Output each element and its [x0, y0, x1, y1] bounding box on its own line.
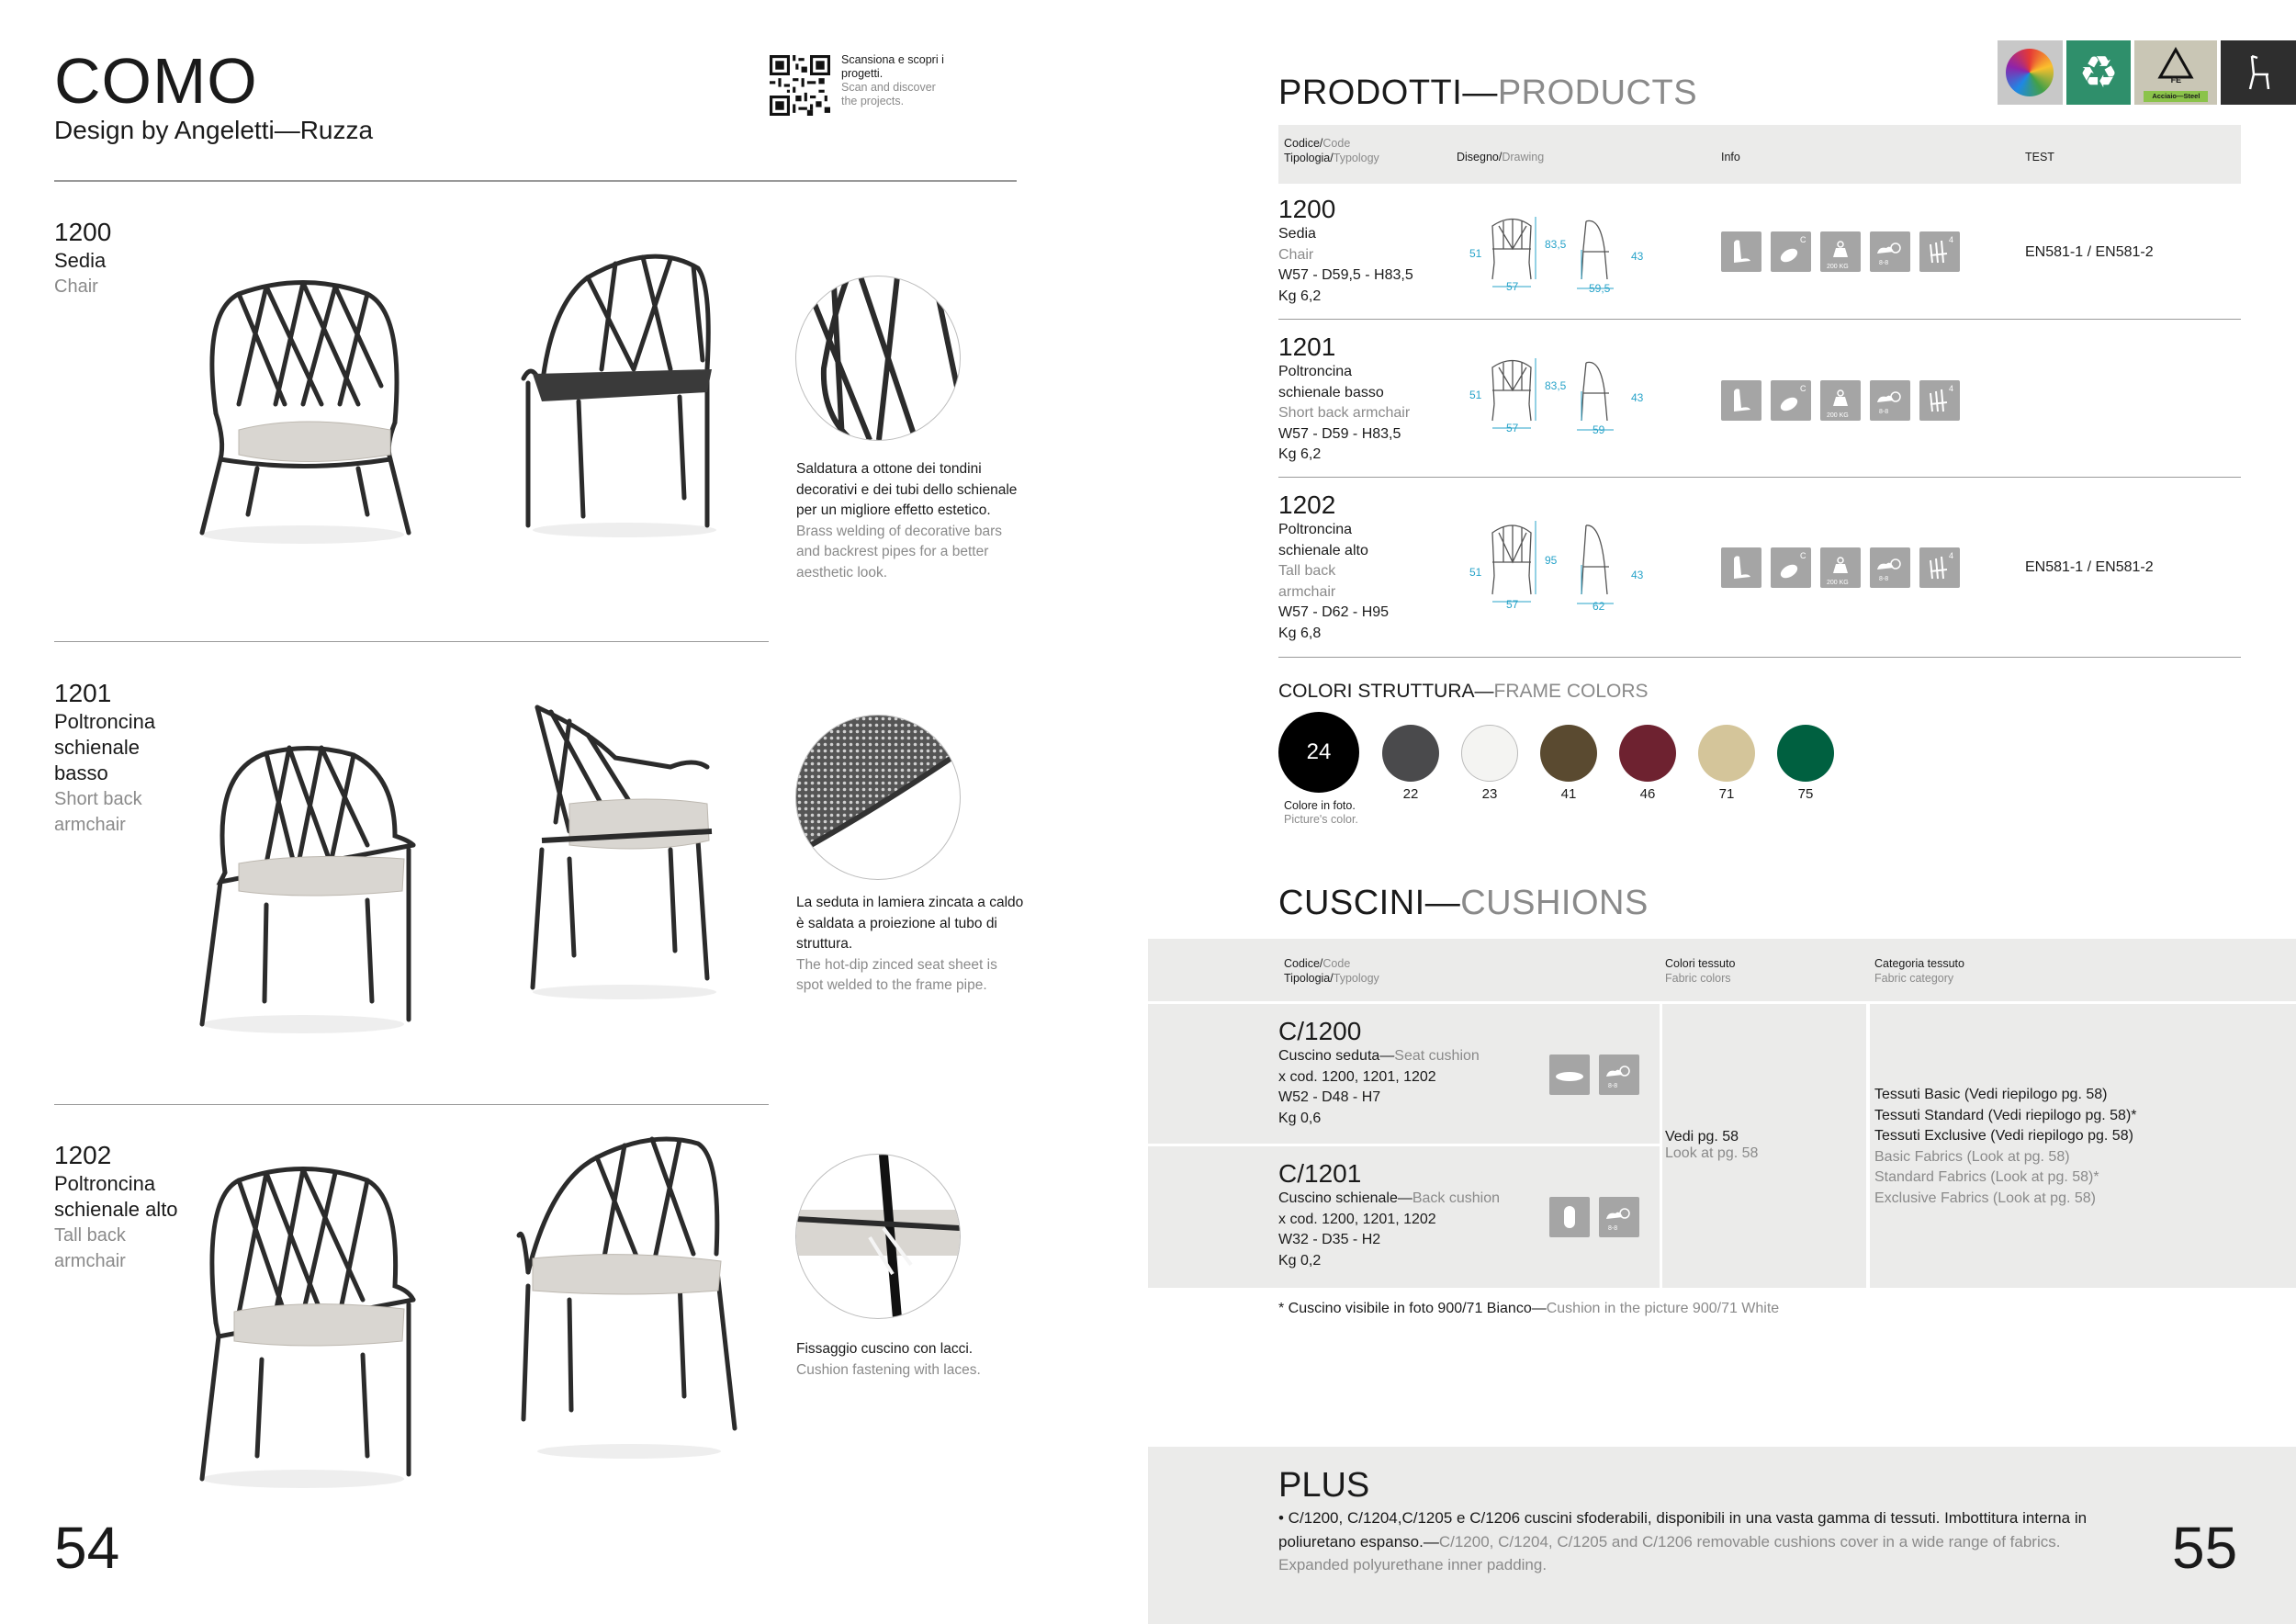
dim-arm: 43 [1631, 250, 1644, 263]
swatch-75[interactable] [1777, 725, 1834, 782]
product-code: 1200 [54, 218, 112, 246]
product-name-en: Chair [54, 276, 98, 297]
plus-text-it: • C/1200, C/1204,C/1205 e C/1206 cuscini sfoderabili, disponibili in una vasta gamma di tessuti. Imbottitura interna in poliuretano espanso.— [1278, 1509, 2088, 1551]
cushion-footnote [1278, 1301, 1779, 1317]
header-code-it: Codice/ [1284, 957, 1323, 970]
products-title-en: PRODUCTS [1497, 73, 1698, 112]
icon-text: 4 [1949, 384, 1954, 393]
divider [1278, 477, 2241, 478]
product-name: Sedia [54, 249, 107, 272]
drawing-1202 [1462, 516, 1673, 617]
stackable-icon [1919, 231, 1960, 272]
collection-title: COMO [54, 45, 258, 117]
footnote-it: * Cuscino visibile in foto 900/71 Bianco— [1278, 1301, 1547, 1316]
icon-text: 200 KG [1827, 580, 1849, 586]
swatch-label-46: 46 [1639, 786, 1656, 802]
row-weight: Kg 6,2 [1278, 288, 1322, 304]
weather-resistant-icon [1599, 1054, 1639, 1095]
cushion-name-it: Cuscino seduta— [1278, 1048, 1395, 1064]
row-name-en-line: Tall back [1278, 563, 1336, 579]
chair-front-photo-1201 [184, 744, 422, 1043]
divider [54, 641, 769, 642]
dim-arm: 43 [1631, 569, 1644, 581]
divider [1278, 319, 2241, 320]
icon-text: C [1800, 235, 1806, 244]
plus-text [1278, 1506, 2114, 1577]
product-name-line: Poltroncina [54, 710, 156, 733]
row-code: 1200 [1278, 195, 1336, 223]
note-it: Saldatura a ottone dei tondini decorativi e dei tubi dello schienale per un migliore effetto estetico. [796, 461, 1018, 518]
divider [1278, 657, 2241, 658]
page-number-right: 55 [2172, 1515, 2238, 1581]
load-capacity-icon [1820, 547, 1861, 588]
row-name-en-line: Short back armchair [1278, 405, 1411, 421]
header-code-en: Code [1322, 957, 1351, 970]
cushion-weight: Kg 0,6 [1278, 1110, 1322, 1126]
color-wheel-icon [1998, 40, 2063, 105]
icon-text: 8-8 [1879, 576, 1889, 582]
chair-front-photo-1202 [184, 1162, 422, 1497]
products-table-header [1278, 125, 2241, 184]
header-colors-en: Fabric colors [1665, 972, 1731, 985]
drawing-1200 [1462, 208, 1673, 296]
products-title-it: PRODOTTI [1278, 73, 1463, 112]
dim-seat: 51 [1469, 566, 1482, 579]
weather-resistant-icon [1870, 231, 1910, 272]
swatch-label-22: 22 [1402, 786, 1419, 802]
note-en: The hot-dip zinced seat sheet is spot welded to the frame pipe. [796, 956, 997, 993]
swatch-71[interactable] [1698, 725, 1755, 782]
title-sep: — [1474, 681, 1494, 702]
frame-colors-title [1278, 681, 1649, 703]
swatch-41[interactable] [1540, 725, 1597, 782]
drawing-1201 [1462, 349, 1673, 437]
load-capacity-icon [1820, 231, 1861, 272]
qr-caption-it: Scansiona e scopri i progetti. [841, 53, 944, 80]
cushion-weight: Kg 0,2 [1278, 1252, 1322, 1269]
swatch-label-75: 75 [1797, 786, 1814, 802]
detail-photo-mesh-seat [795, 715, 961, 880]
swatch-label-41: 41 [1560, 786, 1577, 802]
product-name-line: schienale alto [54, 1198, 178, 1221]
frame-colors-title-it: COLORI STRUTTURA [1278, 681, 1475, 702]
header-typology-en: Typology [1333, 152, 1379, 164]
note-en: Cushion fastening with laces. [796, 1361, 981, 1378]
header-typology-it: Tipologia/ [1284, 972, 1334, 985]
chair-front-photo-1200 [184, 276, 422, 551]
seat-icon [1721, 547, 1761, 588]
product-label-1202 [54, 1140, 178, 1274]
picture-color-en: Picture's color. [1284, 813, 1358, 826]
icon-text: C [1800, 384, 1806, 393]
product-label-1201 [54, 678, 155, 838]
weather-resistant-icon [1870, 547, 1910, 588]
cushion-code: C/1201 [1278, 1159, 1362, 1188]
title-sep: — [1462, 73, 1498, 112]
swatch-label-23: 23 [1481, 786, 1498, 802]
cushion-name-it: Cuscino schienale— [1278, 1190, 1412, 1206]
icon-text: 8-8 [1879, 409, 1889, 415]
cushion-code: C/1200 [1278, 1017, 1362, 1045]
note-it: Fissaggio cuscino con lacci. [796, 1341, 974, 1357]
header-category-it: Categoria tessuto [1874, 957, 1964, 970]
detail-photo-laces [795, 1154, 961, 1319]
cushion-name-en: Seat cushion [1394, 1048, 1480, 1064]
swatch-24[interactable] [1278, 712, 1359, 793]
chlorine-cleaning-icon [1771, 231, 1811, 272]
picture-color-it: Colore in foto. [1284, 799, 1356, 812]
dim-seat: 51 [1469, 247, 1482, 260]
dim-arm: 43 [1631, 391, 1644, 404]
swatch-23[interactable] [1461, 725, 1518, 782]
cushion-header-colors [1665, 956, 1735, 986]
product-note-1202 [796, 1339, 1024, 1381]
icon-text: 4 [1949, 551, 1954, 560]
dim-height: 83,5 [1545, 238, 1567, 251]
row-name-en-line: armchair [1278, 583, 1336, 600]
chair-back-photo-1202 [514, 1134, 744, 1465]
row-weight: Kg 6,2 [1278, 446, 1322, 462]
weather-resistant-icon [1599, 1197, 1639, 1237]
icon-text: C [1800, 551, 1806, 560]
icon-text: 8-8 [1608, 1083, 1618, 1089]
row-code: 1202 [1278, 491, 1336, 519]
row-name-line: Poltroncina [1278, 364, 1353, 379]
steel-code: FE [2170, 75, 2182, 85]
fabric-category-en: Basic Fabrics (Look at pg. 58) [1874, 1148, 2070, 1165]
chlorine-cleaning-icon [1771, 380, 1811, 421]
product-code: 1201 [54, 679, 112, 707]
fabric-category-en: Exclusive Fabrics (Look at pg. 58) [1874, 1190, 2096, 1206]
detail-photo-welding [795, 276, 961, 441]
header-typology-it: Tipologia/ [1284, 152, 1334, 164]
fabric-colors-en: Look at pg. 58 [1665, 1145, 1759, 1161]
icon-text: 200 KG [1827, 264, 1849, 270]
fabric-category-it: Tessuti Exclusive (Vedi riepilogo pg. 58) [1874, 1128, 2133, 1144]
cushions-title-it: CUSCINI [1278, 884, 1425, 922]
cushion-dimensions: W52 - D48 - H7 [1278, 1089, 1381, 1105]
plus-title: PLUS [1278, 1466, 1370, 1505]
row-code: 1201 [1278, 333, 1336, 361]
picture-color-note [1284, 799, 1358, 827]
dim-depth: 59 [1593, 423, 1605, 436]
cushion-for: x cod. 1200, 1201, 1202 [1278, 1068, 1436, 1085]
row-dimensions: W57 - D62 - H95 [1278, 604, 1390, 620]
table-row-1200 [1278, 195, 1413, 307]
icon-text: 4 [1949, 235, 1954, 244]
load-capacity-icon [1820, 380, 1861, 421]
cushion-row-c1200 [1278, 1017, 1480, 1129]
product-name-line: Poltroncina [54, 1172, 156, 1195]
cushions-title-en: CUSHIONS [1460, 884, 1649, 922]
header-code-en: Code [1322, 137, 1351, 150]
dim-width: 57 [1506, 422, 1519, 434]
chair-back-photo-1200 [514, 250, 735, 544]
product-name-en-line: Short back [54, 789, 142, 809]
swatch-label-71: 71 [1718, 786, 1735, 802]
fabric-colors-it: Vedi pg. 58 [1665, 1129, 1739, 1145]
product-code: 1202 [54, 1141, 112, 1169]
chair-icon [2221, 40, 2296, 105]
chair-back-photo-1201 [514, 703, 735, 1006]
header-drawing-it: Disegno/ [1457, 151, 1503, 164]
dim-width: 57 [1506, 598, 1519, 611]
header-drawing [1457, 150, 1544, 164]
header-colors-it: Colori tessuto [1665, 957, 1736, 970]
dim-width: 57 [1506, 280, 1519, 293]
stackable-icon [1919, 547, 1960, 588]
note-it: La seduta in lamiera zincata a caldo è saldata a proiezione al tubo di struttura. [796, 895, 1024, 952]
row-dimensions: W57 - D59 - H83,5 [1278, 425, 1401, 442]
steel-label: Acciaio—Steel [2144, 91, 2208, 102]
row-name-line: Poltroncina [1278, 522, 1353, 537]
product-name-en-line: armchair [54, 1251, 126, 1271]
fabric-categories [1874, 1085, 2137, 1209]
header-code-typology [1284, 136, 1379, 165]
icon-text: 200 KG [1827, 412, 1849, 419]
divider [54, 1104, 769, 1105]
cushion-dimensions: W32 - D35 - H2 [1278, 1232, 1381, 1247]
header-test: TEST [2025, 151, 2054, 164]
cushion-header-category [1874, 956, 1964, 986]
products-title [1278, 73, 1697, 113]
fabric-category-en: Standard Fabrics (Look at pg. 58)* [1874, 1169, 2099, 1185]
fabric-category-it: Tessuti Standard (Vedi riepilogo pg. 58)* [1874, 1107, 2137, 1123]
header-drawing-en: Drawing [1502, 151, 1545, 164]
row-name-en-line: Chair [1278, 246, 1314, 263]
product-name-line: basso [54, 761, 108, 784]
header-code-it: Codice/ [1284, 137, 1323, 150]
certification-badges [1998, 40, 2296, 105]
divider [54, 180, 1017, 182]
stackable-icon [1919, 380, 1960, 421]
row-weight: Kg 6,8 [1278, 625, 1322, 641]
chlorine-cleaning-icon [1771, 547, 1811, 588]
designer-credit: Design by Angeletti—Ruzza [54, 116, 374, 144]
dim-depth: 59,5 [1589, 282, 1611, 295]
frame-colors-title-en: FRAME COLORS [1493, 681, 1649, 702]
header-info: Info [1721, 151, 1740, 164]
cushion-name-en: Back cushion [1412, 1190, 1501, 1206]
icon-text: 8-8 [1879, 260, 1889, 266]
table-row-1201 [1278, 333, 1410, 466]
fabric-category-it: Tessuti Basic (Vedi riepilogo pg. 58) [1874, 1087, 2108, 1102]
fabric-colors-ref [1665, 1129, 1758, 1162]
dim-seat: 51 [1469, 389, 1482, 401]
seat-cushion-icon [1549, 1054, 1590, 1095]
product-name-line: schienale [54, 736, 140, 759]
qr-caption [841, 53, 951, 108]
dim-depth: 62 [1593, 600, 1605, 613]
row-test: EN581-1 / EN581-2 [2025, 244, 2154, 260]
plus-text-en: C/1200, C/1204, C/1205 and C/1206 removable cushions cover in a wide range of fabrics. Expanded polyurethane inner padding. [1278, 1532, 2061, 1573]
footnote-en: Cushion in the picture 900/71 White [1546, 1301, 1780, 1316]
row-name-line: schienale alto [1278, 542, 1368, 558]
back-cushion-icon [1549, 1197, 1590, 1237]
qr-caption-en: Scan and discover the projects. [841, 81, 936, 107]
swatch-22[interactable] [1382, 725, 1439, 782]
seat-icon [1721, 380, 1761, 421]
cushion-header-code [1284, 956, 1379, 986]
dim-height: 83,5 [1545, 379, 1567, 392]
header-typology-en: Typology [1333, 972, 1379, 985]
cushion-for: x cod. 1200, 1201, 1202 [1278, 1211, 1436, 1227]
row-test: EN581-1 / EN581-2 [2025, 559, 2154, 575]
product-note-1200 [796, 459, 1024, 583]
header-category-en: Fabric category [1874, 972, 1954, 985]
row-dimensions: W57 - D59,5 - H83,5 [1278, 267, 1413, 283]
page-number-left: 54 [54, 1515, 120, 1581]
row-name-line: schienale basso [1278, 384, 1384, 400]
seat-icon [1721, 231, 1761, 272]
swatch-46[interactable] [1619, 725, 1676, 782]
icon-text: 8-8 [1608, 1225, 1618, 1232]
cushions-title [1278, 884, 1649, 923]
steel-recycling-icon [2134, 40, 2217, 105]
weather-resistant-icon [1870, 380, 1910, 421]
title-sep: — [1424, 884, 1461, 922]
recycle-icon: ♻ [2066, 40, 2132, 105]
table-row-1202 [1278, 491, 1389, 644]
note-en: Brass welding of decorative bars and backrest pipes for a better aesthetic look. [796, 523, 1003, 581]
product-label-1200 [54, 217, 111, 299]
row-name-line: Sedia [1278, 226, 1316, 242]
qr-code-icon[interactable] [770, 55, 830, 116]
product-note-1201 [796, 893, 1024, 997]
dim-height: 95 [1545, 554, 1558, 567]
swatch-code: 24 [1306, 739, 1332, 764]
product-name-en-line: armchair [54, 815, 126, 835]
product-name-en-line: Tall back [54, 1225, 126, 1246]
cushion-row-c1201 [1278, 1159, 1500, 1271]
